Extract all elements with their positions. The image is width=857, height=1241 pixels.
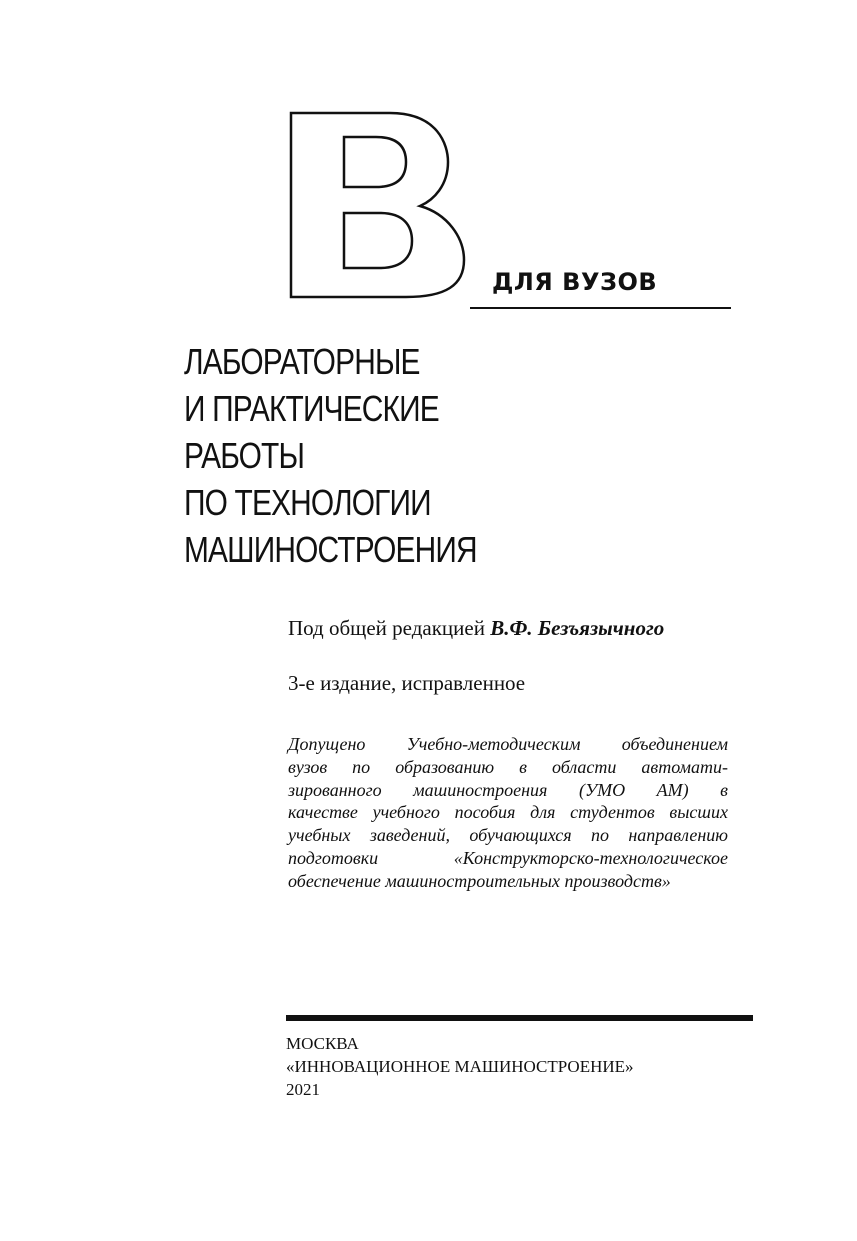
series-divider — [470, 307, 731, 309]
approval-line: подготовки «Конструкторско-технологическое — [288, 847, 728, 868]
title-line: РАБОТЫ — [184, 435, 305, 476]
publisher-divider — [286, 1015, 753, 1021]
book-title — [184, 338, 477, 573]
approval-line: вузов по образованию в области автомати- — [288, 756, 728, 777]
editor-prefix: Под общей редакцией — [288, 616, 491, 640]
approval-statement — [288, 733, 728, 893]
approval-line: Допущено Учебно-методическим объединением — [288, 734, 728, 754]
title-line: ПО ТЕХНОЛОГИИ — [184, 482, 431, 523]
edition-note: 3-е издание, исправленное — [288, 671, 526, 695]
publisher-city: МОСКВА — [286, 1034, 359, 1053]
editor-line — [288, 616, 664, 641]
approval-line: качестве учебного пособия для студентов высших — [288, 802, 728, 823]
editor-name: В.Ф. Безъязычного — [490, 616, 665, 640]
approval-line: учебных заведений, обучающихся по направлению — [288, 825, 728, 846]
publication-year: 2021 — [286, 1080, 320, 1099]
series-label: ДЛЯ ВУЗОВ — [492, 268, 658, 296]
title-line: ЛАБОРАТОРНЫЕ — [184, 341, 420, 382]
publisher-block — [286, 1032, 634, 1101]
series-logo-b — [288, 110, 470, 300]
title-line: МАШИНОСТРОЕНИЯ — [184, 529, 477, 570]
title-line: И ПРАКТИЧЕСКИЕ — [184, 388, 439, 429]
publisher-name: «ИННОВАЦИОННОЕ МАШИНОСТРОЕНИЕ» — [286, 1057, 634, 1076]
approval-line: зированного машиностроения (УМО АМ) в — [288, 779, 728, 800]
approval-line: обеспечение машиностроительных производств» — [288, 870, 671, 891]
